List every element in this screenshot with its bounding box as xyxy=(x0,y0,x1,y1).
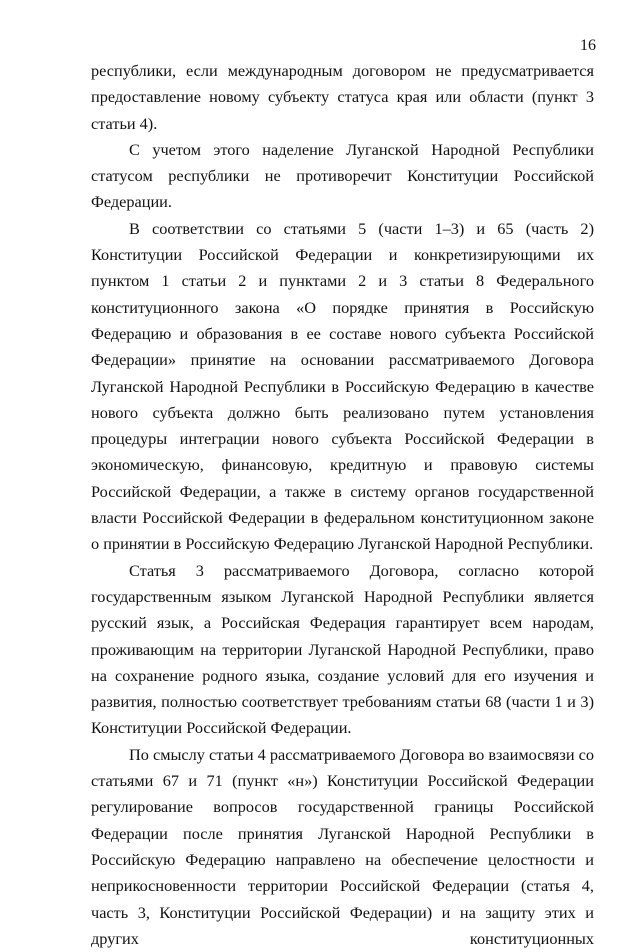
paragraph-4: Статья 3 рассматриваемого Договора, согласно которой государственным языком Луганской Народной Республики является русский язык, а Российская Федерация гарантирует всем народам, проживающим на территории Луганской Народной Республики, право на сохранение родного языка, создание условий для его изучения и развития, полностью соответствует требованиям статьи 68 (части 1 и 3) Конституции Российской Федерации. xyxy=(91,560,594,738)
page-number: 16 xyxy=(580,37,596,54)
paragraph-1: республики, если международным договором не предусматривается предоставление новому субъекту статуса края или области (пункт 3 статьи 4). xyxy=(91,61,594,133)
paragraph-5: По смыслу статьи 4 рассматриваемого Договора во взаимосвязи со статьями 67 и 71 (пункт «н») Конституции Российской Федерации регулирование вопросов государственной границы Российской Федерации после принятия Луганской Народной Республики в Российскую Федерацию направлено на обеспечение целостности и неприкосновенности территории Российской Федерации (статья 4, часть 3, Конституции Российской Федерации) и на защиту этих и других конституционных xyxy=(91,744,594,948)
paragraph-3: В соответствии со статьями 5 (части 1–3) и 65 (часть 2) Конституции Российской Федерации и конкретизирующими их пунктом 1 статьи 2 и пунктами 2 и 3 статьи 8 Федерального конституционного закона «О порядке принятия в Российскую Федерацию и образования в ее составе нового субъекта Российской Федерации» принятие на основании рассматриваемого Договора Луганской Народной Республики в Российскую Федерацию в качестве нового субъекта должно быть реализовано путем установления процедуры интеграции нового субъекта Российской Федерации в экономическую, финансовую, кредитную и правовую системы Российской Федерации, а также в систему органов государственной власти Российской Федерации в федеральном конституционном законе о принятии в Российскую Федерацию Луганской Народной Республики. xyxy=(91,218,594,554)
document-body xyxy=(91,58,594,952)
paragraph-2: С учетом этого наделение Луганской Народной Республики статусом республики не противоречит Конституции Российской Федерации. xyxy=(91,139,594,212)
